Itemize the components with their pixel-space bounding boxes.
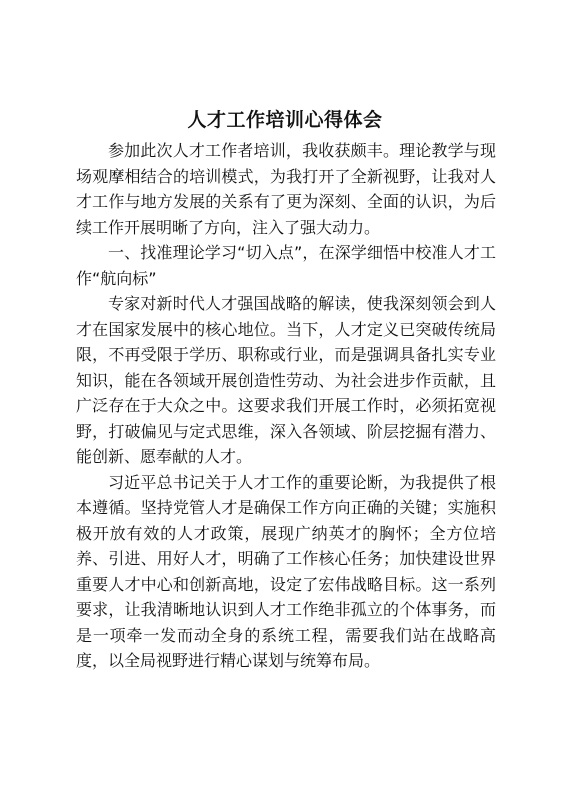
paragraph-intro: 参加此次人才工作者培训，我收获颇丰。理论教学与现场观摩相结合的培训模式，为我打开了全新视野，让我对人才工作与地方发展的关系有了更为深刻、全面的认识，为后续工作开展明晰了方向，注入了强大动力。	[76, 141, 496, 237]
paragraph-expert-interpretation: 专家对新时代人才强国战略的解读，使我深刻领会到人才在国家发展中的核心地位。当下，人才定义已突破传统局限，不再受限于学历、职称或行业，而是强调具备扎实专业知识，能在各领域开展创造性劳动、为社会进步作贡献，且广泛存在于大众之中。这要求我们开展工作时，必须拓宽视野，打破偏见与定式思维，深入各领域、阶层挖掘有潜力、能创新、愿奉献的人才。	[76, 294, 496, 466]
section-heading-1: 一、找准理论学习“切入点”，在深学细悟中校准人才工作“航向标”	[76, 243, 496, 288]
document-body	[76, 138, 496, 674]
paragraph-xi-remarks: 习近平总书记关于人才工作的重要论断，为我提供了根本遵循。坚持党管人才是确保工作方向正确的关键；实施积极开放有效的人才政策，展现广纳英才的胸怀；全方位培养、引进、用好人才，明确了工作核心任务；加快建设世界重要人才中心和创新高地，设定了宏伟战略目标。这一系列要求，让我清晰地认识到人才工作绝非孤立的个体事务，而是一项牵一发而动全身的系统工程，需要我们站在战略高度，以全局视野进行精心谋划与统筹布局。	[76, 472, 496, 670]
document-title: 人才工作培训心得体会	[187, 109, 383, 131]
